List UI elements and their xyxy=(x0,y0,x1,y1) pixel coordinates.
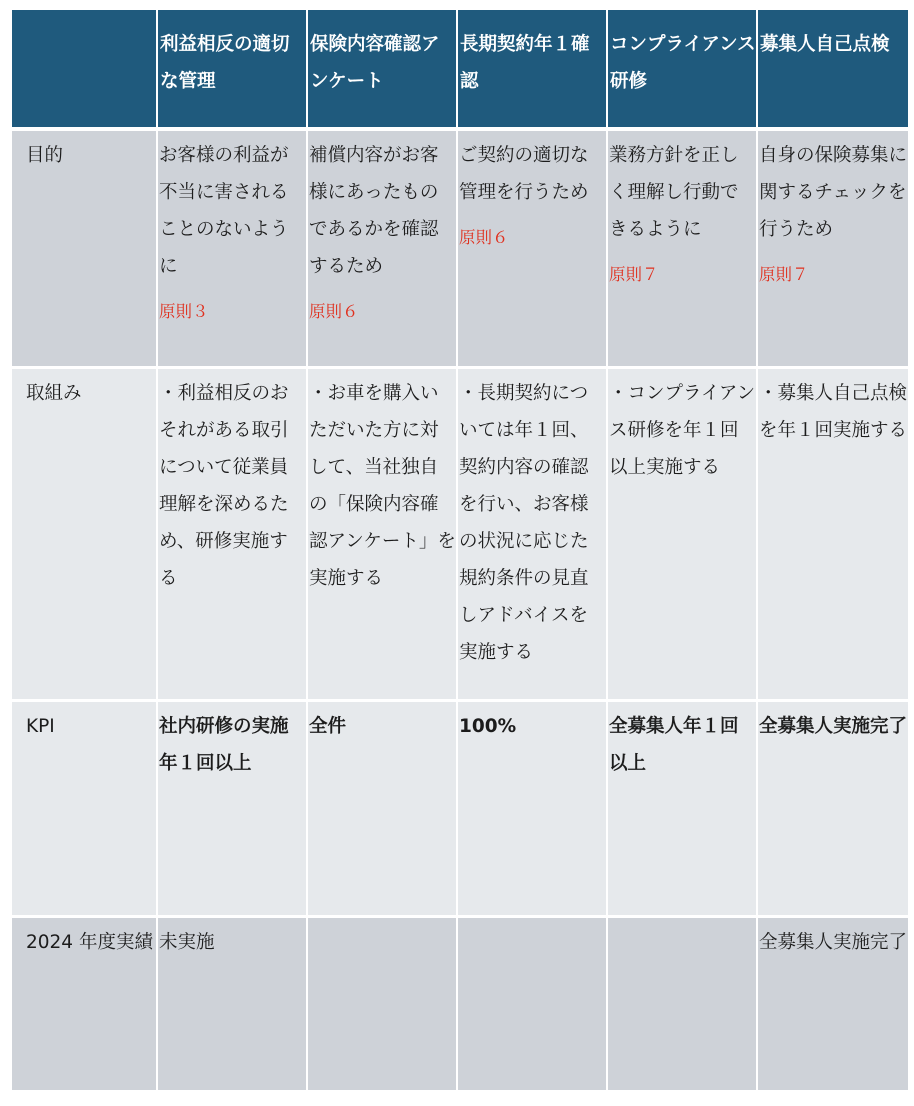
purpose-text: ご契約の適切な管理を行うため xyxy=(459,145,589,203)
result-cell: 全募集人実施完了 xyxy=(756,915,908,1090)
kpi-cell: 社内研修の実施年１回以上 xyxy=(156,699,306,915)
purpose-cell xyxy=(156,131,306,366)
purpose-text: 補償内容がお客様にあったものであるかを確認するため xyxy=(309,145,439,277)
header-long-term-contract: 長期契約年１確認 xyxy=(456,10,606,131)
row-label-purpose: 目的 xyxy=(12,131,156,366)
purpose-text: 業務方針を正しく理解し行動できるように xyxy=(609,145,739,240)
header-insurance-survey: 保険内容確認アンケート xyxy=(306,10,456,131)
row-label-initiatives: 取組み xyxy=(12,366,156,699)
kpi-cell: 全募集人実施完了 xyxy=(756,699,908,915)
kpi-cell: 全件 xyxy=(306,699,456,915)
header-corner xyxy=(12,10,156,131)
purpose-cell xyxy=(306,131,456,366)
principle-tag: 原則６ xyxy=(309,302,359,321)
principle-tag: 原則７ xyxy=(759,265,809,284)
initiative-cell: ・お車を購入いただいた方に対して、当社独自の「保険内容確認アンケート」を実施する xyxy=(306,366,456,699)
header-compliance-training: コンプライアンス研修 xyxy=(606,10,756,131)
result-cell xyxy=(606,915,756,1090)
row-label-kpi: KPI xyxy=(12,699,156,915)
result-cell xyxy=(456,915,606,1090)
purpose-cell xyxy=(756,131,908,366)
purpose-text: お客様の利益が不当に害されることのないように xyxy=(159,145,289,277)
kpi-cell: 100% xyxy=(456,699,606,915)
header-conflict-of-interest: 利益相反の適切な管理 xyxy=(156,10,306,131)
initiative-cell: ・コンプライアンス研修を年１回以上実施する xyxy=(606,366,756,699)
result-cell: 未実施 xyxy=(156,915,306,1090)
row-label-results: 2024 年度実績 xyxy=(12,915,156,1090)
principle-tag: 原則７ xyxy=(609,265,659,284)
principle-tag: 原則３ xyxy=(159,302,209,321)
purpose-cell xyxy=(606,131,756,366)
purpose-cell xyxy=(456,131,606,366)
initiative-cell: ・募集人自己点検を年１回実施する xyxy=(756,366,908,699)
policy-table xyxy=(12,10,908,1100)
header-self-inspection: 募集人自己点検 xyxy=(756,10,908,131)
initiative-cell: ・利益相反のおそれがある取引について従業員理解を深めるため、研修実施する xyxy=(156,366,306,699)
result-cell xyxy=(306,915,456,1090)
principle-tag: 原則６ xyxy=(459,228,509,247)
initiative-cell: ・長期契約については年１回、契約内容の確認を行い、お客様の状況に応じた規約条件の見直しアドバイスを実施する xyxy=(456,366,606,699)
purpose-text: 自身の保険募集に関するチェックを行うため xyxy=(759,145,908,240)
kpi-cell: 全募集人年１回以上 xyxy=(606,699,756,915)
